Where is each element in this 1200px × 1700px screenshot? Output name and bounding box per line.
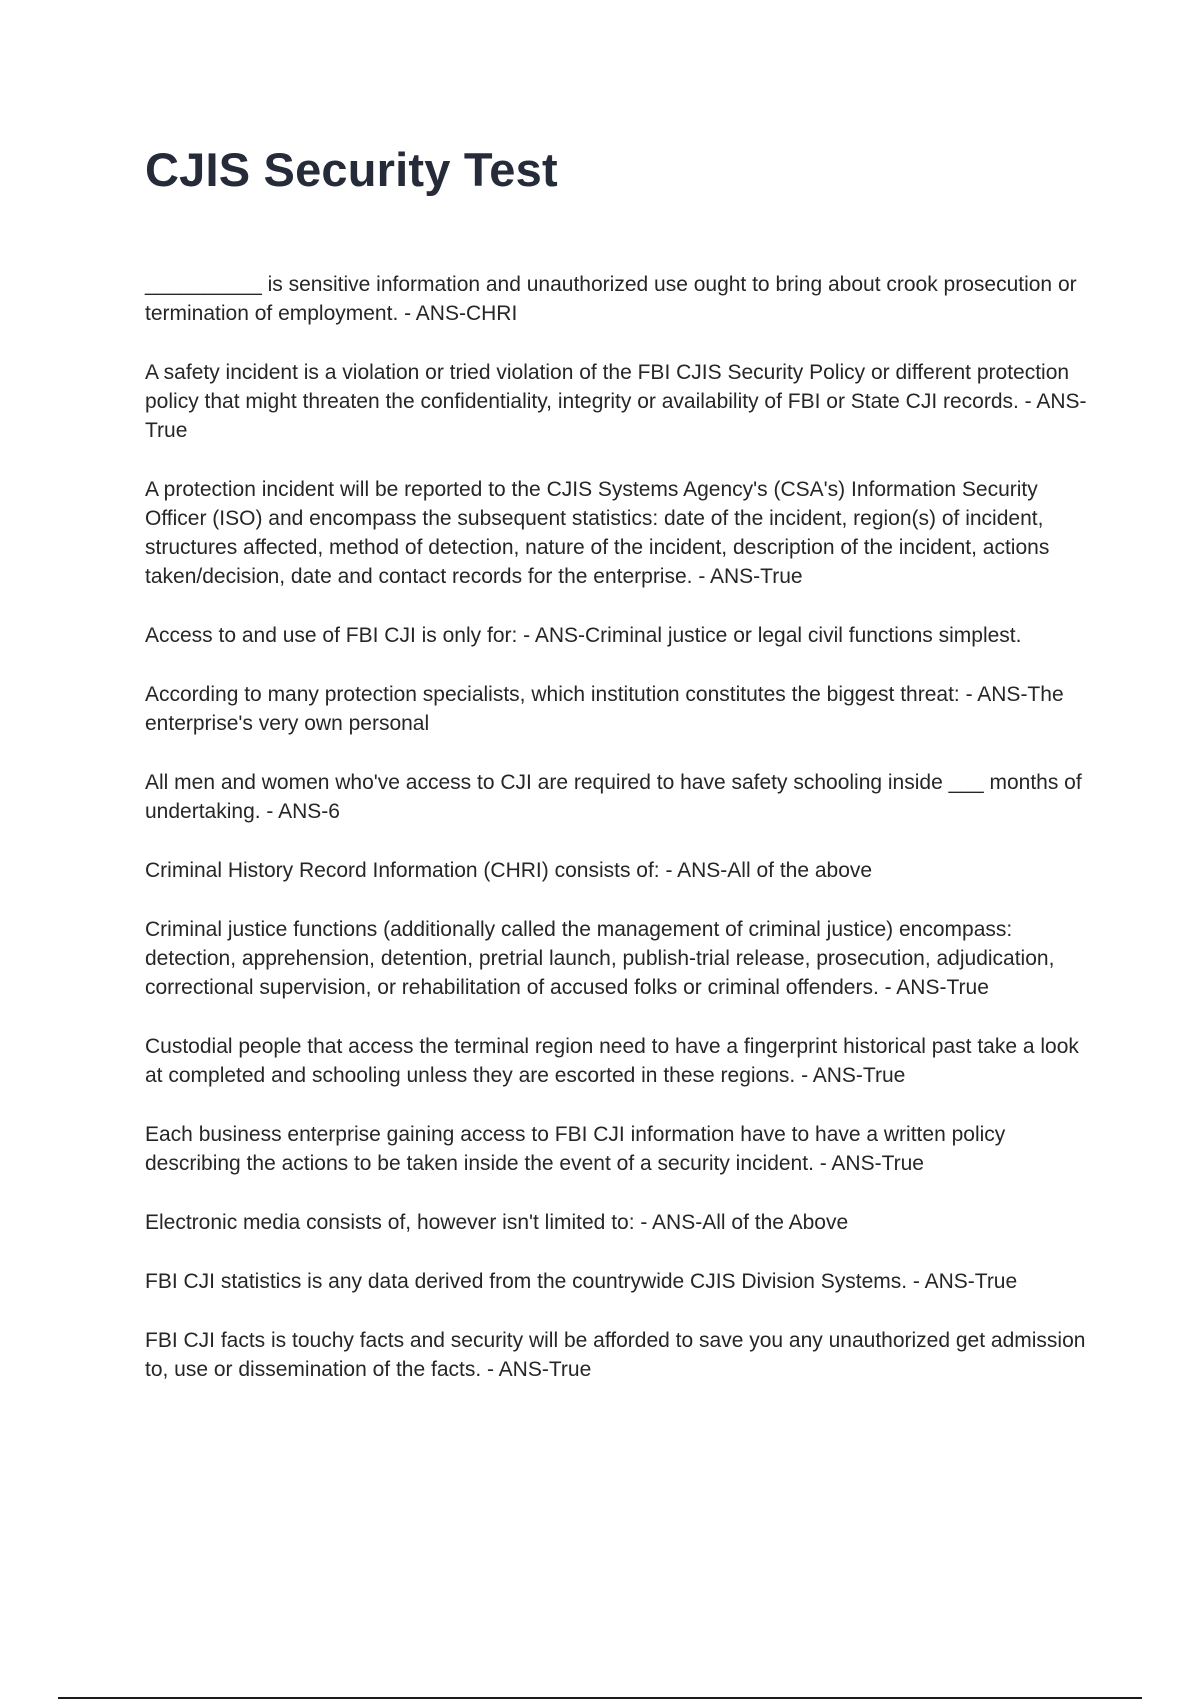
qa-item: Electronic media consists of, however isn't limited to: - ANS-All of the Above — [145, 1211, 849, 1234]
qa-item: Criminal justice functions (additionally called the management of criminal justice) encompass: detection, apprehension, detention, pretrial launch, publish-trial release, prosecution, adjudication, correctional supervision, or rehabilitation of accused folks or criminal offenders. - ANS-True — [145, 918, 1055, 999]
qa-item: __________ is sensitive information and unauthorized use ought to bring about crook prosecution or termination of employment. - ANS-CHRI — [145, 273, 1077, 325]
qa-item: Access to and use of FBI CJI is only for: - ANS-Criminal justice or legal civil functions simplest. — [145, 624, 1022, 647]
qa-item: Criminal History Record Information (CHRI) consists of: - ANS-All of the above — [145, 859, 873, 882]
question-answer-list — [145, 270, 1095, 1414]
qa-item: A protection incident will be reported to the CJIS Systems Agency's (CSA's) Information Security Officer (ISO) and encompass the subsequent statistics: date of the incident, region(s) of incident, structures affected, method of detection, nature of the incident, description of the incident, actions taken/decision, date and contact records for the enterprise. - ANS-True — [145, 478, 1050, 588]
qa-item: A safety incident is a violation or tried violation of the FBI CJIS Security Policy or different protection policy that might threaten the confidentiality, integrity or availability of FBI or State CJI records. - ANS-True — [145, 361, 1087, 442]
qa-item: All men and women who've access to CJI are required to have safety schooling inside ___ months of undertaking. - ANS-6 — [145, 771, 1082, 823]
page-title: CJIS Security Test — [145, 143, 558, 196]
footer-divider — [58, 1697, 1142, 1699]
qa-item: According to many protection specialists, which institution constitutes the biggest threat: - ANS-The enterprise's very own personal — [145, 683, 1064, 735]
qa-item: FBI CJI statistics is any data derived from the countrywide CJIS Division Systems. - ANS-True — [145, 1270, 1018, 1293]
qa-item: Custodial people that access the terminal region need to have a fingerprint historical past take a look at completed and schooling unless they are escorted in these regions. - ANS-True — [145, 1035, 1079, 1087]
qa-item: Each business enterprise gaining access to FBI CJI information have to have a written policy describing the actions to be taken inside the event of a security incident. - ANS-True — [145, 1123, 1006, 1175]
qa-item: FBI CJI facts is touchy facts and security will be afforded to save you any unauthorized get admission to, use or dissemination of the facts. - ANS-True — [145, 1329, 1086, 1381]
